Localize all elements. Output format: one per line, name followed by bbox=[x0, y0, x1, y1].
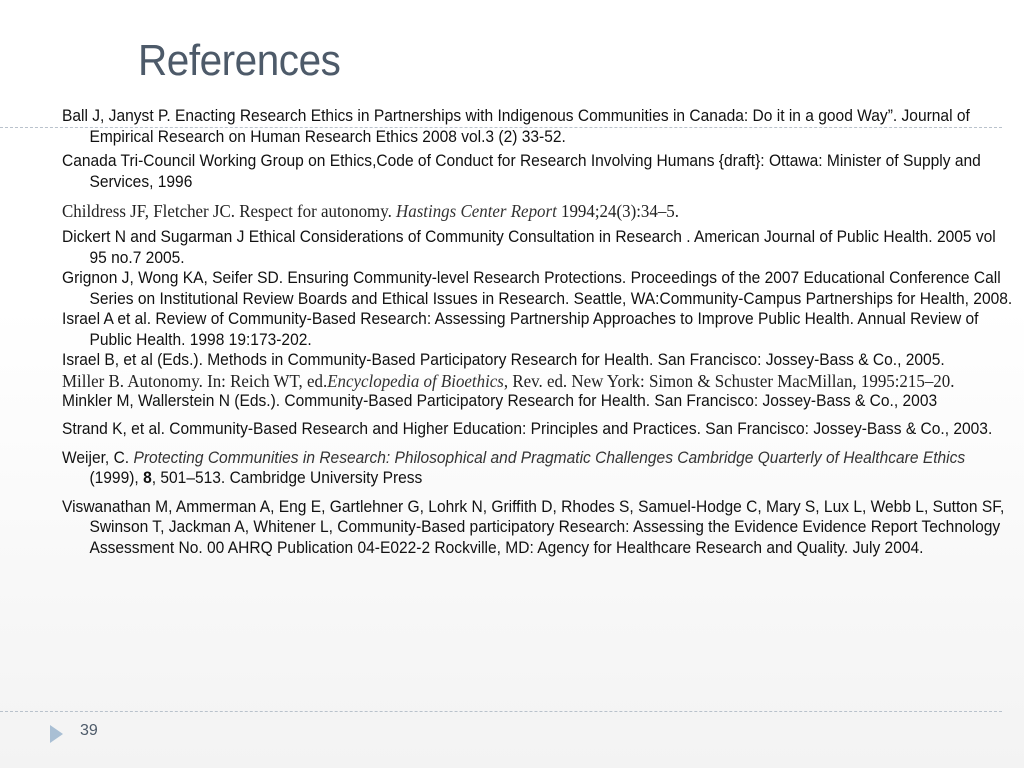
reference-ball: Ball J, Janyst P. Enacting Research Ethics in Partnerships with Indigenous Communities in Canada: Do it in a good Way”. Journal of Empirical Research on Human Research Ethics 2008 vol.3 (2) 33-52. bbox=[62, 106, 970, 146]
reference-weijer-author: Weijer, C. bbox=[62, 447, 134, 467]
reference-weijer-title: Protecting Communities in Research: Philosophical and Pragmatic Challenges Cambridge Quarterly of Healthcare Ethics bbox=[133, 447, 966, 467]
reference-childress bbox=[62, 201, 1019, 221]
reference-childress-details: 1994;24(3):34–5. bbox=[556, 201, 679, 221]
reference-weijer-year: (1999), bbox=[89, 468, 144, 487]
reference-canada-tri-council: Canada Tri-Council Working Group on Ethics,Code of Conduct for Research Involving Humans {draft}: Ottawa: Minister of Supply and Services, 1996 bbox=[62, 151, 981, 191]
footer-divider bbox=[0, 711, 1002, 712]
reference-viswanathan: Viswanathan M, Ammerman A, Eng E, Gartlehner G, Lohrk N, Griffith D, Rhodes S, Samuel-Hodge C, Mary S, Lux L, Webb L, Sutton SF, Swinson T, Jackman A, Whitener L, Community-Based participatory Research: Assessing the Evidence Evidence Report Technology Assessment No. 00 AHRQ Publication 04-E022-2 Rockville, MD: Agency for Healthcare Research and Quality. July 2004. bbox=[62, 496, 1005, 557]
page-number: 39 bbox=[80, 722, 98, 739]
reference-miller-book: Encyclopedia of Bioethics bbox=[327, 370, 504, 391]
triangle-arrow-icon bbox=[50, 725, 63, 743]
reference-israel-a: Israel A et al. Review of Community-Based Research: Assessing Partnership Approaches to Improve Public Health. Annual Review of Public Health. 1998 19:173-202. bbox=[62, 309, 979, 349]
reference-grignon: Grignon J, Wong KA, Seifer SD. Ensuring Community-level Research Protections. Proceedings of the 2007 Educational Conference Call Series on Institutional Review Boards and Ethical Issues in Research. Seattle, WA:Community-Campus Partnerships for Health, 2008. bbox=[62, 268, 1013, 308]
reference-list bbox=[62, 106, 1013, 558]
reference-miller bbox=[62, 371, 1019, 391]
reference-dickert: Dickert N and Sugarman J Ethical Considerations of Community Consultation in Research . American Journal of Public Health. 2005 vol 95 no.7 2005. bbox=[62, 227, 996, 267]
reference-strand: Strand K, et al. Community-Based Research and Higher Education: Principles and Practices. San Francisco: Jossey-Bass & Co., 2003. bbox=[62, 419, 993, 438]
reference-weijer-details: , 501–513. Cambridge University Press bbox=[151, 468, 423, 487]
reference-childress-authors: Childress JF, Fletcher JC. Respect for autonomy. bbox=[62, 201, 397, 221]
reference-miller-authors: Miller B. Autonomy. In: Reich WT, ed. bbox=[62, 370, 328, 391]
reference-childress-journal: Hastings Center Report bbox=[396, 201, 557, 221]
reference-weijer-volume: 8 bbox=[143, 468, 152, 487]
reference-minkler: Minkler M, Wallerstein N (Eds.). Community-Based Participatory Research for Health. San Francisco: Jossey-Bass & Co., 2003 bbox=[62, 390, 938, 410]
slide-title: References bbox=[138, 36, 341, 85]
reference-weijer bbox=[62, 448, 1017, 489]
reference-israel-b: Israel B, et al (Eds.). Methods in Community-Based Participatory Research for Health. San Francisco: Jossey-Bass & Co., 2005. bbox=[62, 350, 945, 369]
reference-miller-details: , Rev. ed. New York: Simon & Schuster MacMillan, 1995:215–20. bbox=[503, 370, 955, 391]
